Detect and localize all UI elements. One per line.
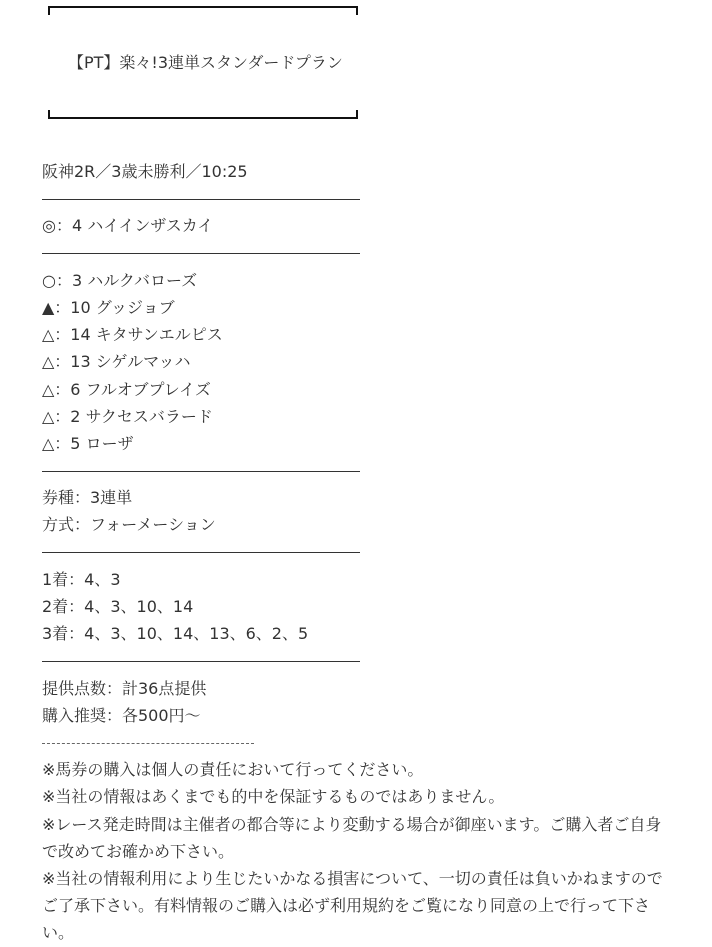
divider [42,240,682,267]
frame-top-bracket [48,6,358,15]
mark-item: △：14 キタサンエルピス [42,325,223,345]
ticket-method: 方式：フォーメーション [42,515,216,535]
mark-item: △：13 シゲルマッハ [42,352,191,372]
divider [42,457,682,484]
formation-third: 3着：4、3、10、14、13、6、2、5 [42,624,309,644]
plan-title: 【PT】楽々!3連単スタンダードプラン [68,53,343,72]
plan-title-frame [48,6,356,118]
divider [42,539,682,566]
disclaimer-notes [42,756,674,946]
race-info: 阪神2R／3歳未勝利／10:25 [42,162,248,181]
mark-item: △：5 ローザ [42,433,134,453]
points-summary: 提供点数：計36点提供 [42,678,207,698]
disclaimer-note: ※レース発走時間は主催者の都合等により変動する場合が御座います。ご購入者ご自身で改めてお確かめ下さい。 [42,814,662,861]
disclaimer-note: ※当社の情報はあくまでも的中を保証するものではありません。 [42,787,505,807]
disclaimer-note: ※当社の情報利用により生じたいかなる損害について、一切の責任は負いかねますのでご了承下さい。有料情報のご購入は必ず利用規約をご覧になり同意の上で行って下さい。 [42,868,663,943]
ticket-type: 券種：3連単 [42,488,133,508]
race-content [42,158,682,947]
formation-second: 2着：4、3、10、14 [42,597,194,616]
dashed-divider [42,729,682,756]
divider [42,185,682,212]
mark-item: △：6 フルオブプレイズ [42,379,211,399]
mark-item: △：2 サクセスバラード [42,406,213,426]
mark-item: ○：3 ハルクバローズ [42,270,198,290]
honmei-pick: ◎：4 ハイインザスカイ [42,216,214,236]
disclaimer-note: ※馬券の購入は個人の責任において行ってください。 [42,760,424,780]
mark-item: ▲：10 グッジョブ [42,297,175,317]
recommend-amount: 購入推奨：各500円〜 [42,705,201,725]
frame-bottom-bracket [48,110,358,119]
divider [42,647,682,674]
formation-first: 1着：4、3 [42,569,121,589]
